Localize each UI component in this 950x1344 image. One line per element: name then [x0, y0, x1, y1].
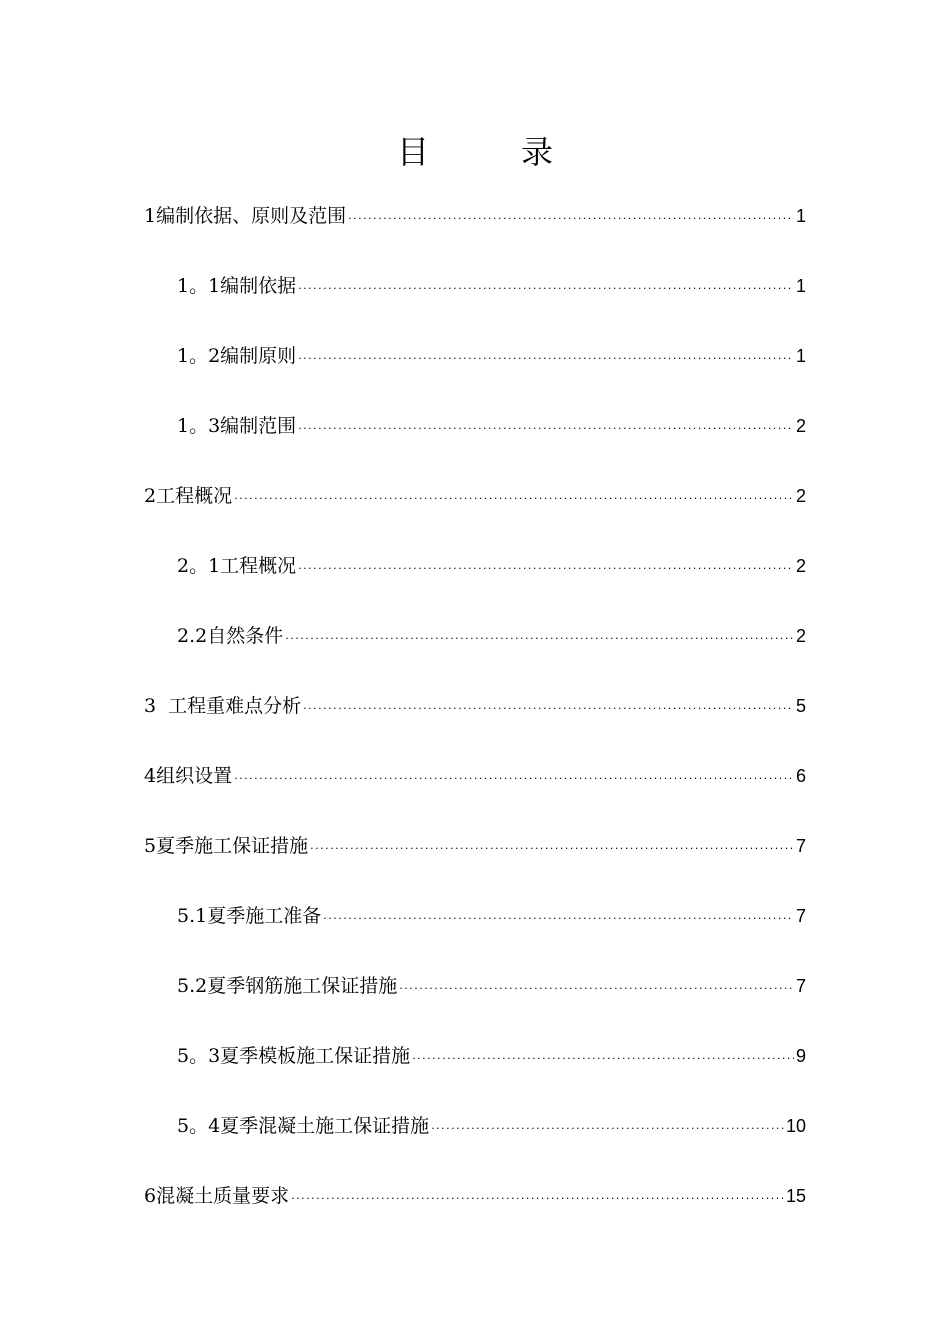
toc-entry[interactable] [177, 1041, 806, 1071]
toc-entry[interactable] [177, 551, 806, 581]
toc-entry-page: 9 [795, 1046, 806, 1066]
toc-entry-text: 5.2夏季钢筋施工保证措施 [177, 975, 398, 997]
toc-entry-text: 1。3编制范围 [177, 415, 297, 437]
toc-leader-dots [298, 271, 794, 301]
toc-leader-dots [348, 201, 794, 231]
toc-entry-page: 5 [795, 696, 806, 716]
toc-entry[interactable] [177, 411, 806, 441]
toc-entry-text: 4组织设置 [144, 765, 233, 787]
toc-entry-page: 2 [795, 626, 806, 646]
toc-entry-page: 7 [795, 976, 806, 996]
toc-entry[interactable] [144, 761, 806, 791]
toc-leader-dots [431, 1111, 784, 1141]
toc-entry-text: 5。4夏季混凝土施工保证措施 [177, 1115, 430, 1137]
toc-entry-page: 1 [795, 206, 806, 226]
toc-entry-page: 6 [795, 766, 806, 786]
toc-entry-text: 3 工程重难点分析 [144, 695, 302, 717]
toc-leader-dots [399, 971, 794, 1001]
toc-entry-text: 5。3夏季模板施工保证措施 [177, 1045, 411, 1067]
toc-entry-text: 2。1工程概况 [177, 555, 297, 577]
toc-leader-dots [298, 411, 794, 441]
toc-leader-dots [298, 551, 794, 581]
toc-entry-page: 1 [795, 346, 806, 366]
toc-leader-dots [412, 1041, 794, 1071]
toc-leader-dots [234, 481, 794, 511]
toc-entry[interactable] [144, 481, 806, 511]
toc-leader-dots [298, 341, 794, 371]
toc-entry-page: 1 [795, 276, 806, 296]
toc-leader-dots [234, 761, 794, 791]
toc-entry-page: 2 [795, 486, 806, 506]
toc-entry-page: 7 [795, 906, 806, 926]
toc-leader-dots [291, 1181, 784, 1211]
toc-entry[interactable] [177, 901, 806, 931]
toc-entry-text: 5夏季施工保证措施 [144, 835, 309, 857]
toc-leader-dots [323, 901, 794, 931]
toc-entry-page: 7 [795, 836, 806, 856]
toc-entry-text: 2.2自然条件 [177, 625, 284, 647]
toc-entry[interactable] [144, 691, 806, 721]
toc-entry-text: 1编制依据、原则及范围 [144, 205, 347, 227]
toc-entry-text: 1。2编制原则 [177, 345, 297, 367]
toc-leader-dots [310, 831, 794, 861]
toc-entry-page: 10 [785, 1116, 806, 1136]
toc-entry-text: 5.1夏季施工准备 [177, 905, 322, 927]
toc-entry[interactable] [177, 971, 806, 1001]
toc-entry-page: 2 [795, 416, 806, 436]
toc-leader-dots [303, 691, 794, 721]
toc-entry[interactable] [177, 1111, 806, 1141]
toc-entry[interactable] [144, 1181, 806, 1211]
toc-entry[interactable] [177, 621, 806, 651]
toc-entry[interactable] [177, 341, 806, 371]
toc-entry-page: 15 [785, 1186, 806, 1206]
toc-title: 目 录 [396, 133, 583, 171]
toc-entry[interactable] [144, 201, 806, 231]
toc-entry[interactable] [144, 831, 806, 861]
toc-entry-text: 1。1编制依据 [177, 275, 297, 297]
toc-entry-text: 2工程概况 [144, 485, 233, 507]
toc-entry-text: 6混凝土质量要求 [144, 1185, 290, 1207]
toc-entry-page: 2 [795, 556, 806, 576]
toc-leader-dots [285, 621, 794, 651]
toc-entry[interactable] [177, 271, 806, 301]
